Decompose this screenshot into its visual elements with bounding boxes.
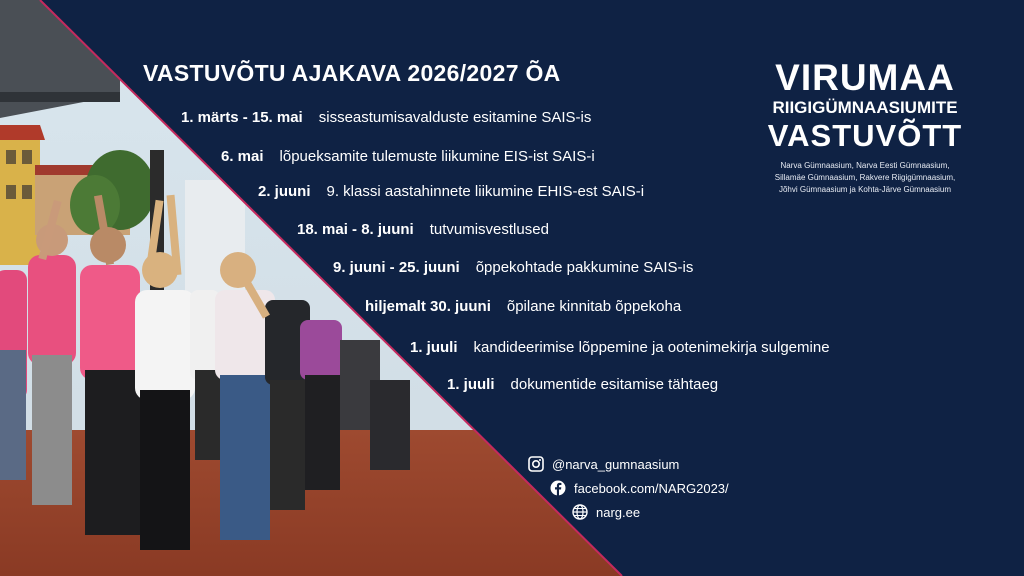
facebook-icon — [550, 480, 566, 496]
website-url: narg.ee — [596, 504, 641, 520]
schedule-date: 2. juuni — [258, 182, 311, 200]
schedule-description: kandideerimise lõppemine ja ootenimekirja sulgemine — [473, 338, 830, 356]
brand-line-1: VIRUMAA — [775, 57, 955, 98]
schedule-description: 9. klassi aastahinnete liikumine EHIS-est SAIS-i — [326, 182, 645, 200]
schedule-date: hiljemalt 30. juuni — [365, 297, 491, 315]
brand-block — [740, 58, 990, 196]
schedule-date: 1. juuli — [410, 338, 458, 356]
schedule-description: tutvumisvestlused — [429, 220, 549, 238]
schedule-row — [181, 105, 591, 129]
school-line: Jõhvi Gümnaasium ja Kohta-Järve Gümnaasium — [778, 185, 952, 194]
schedule-description: dokumentide esitamise tähtaeg — [510, 375, 719, 393]
schedule-date: 1. märts - 15. mai — [181, 108, 303, 126]
website-link[interactable] — [572, 503, 640, 521]
schedule-title: VASTUVÕTU AJAKAVA 2026/2027 ÕA — [143, 60, 561, 86]
brand-line-3: VASTUVÕTT — [767, 118, 963, 153]
schedule-date: 18. mai - 8. juuni — [297, 220, 414, 238]
instagram-icon — [528, 456, 544, 472]
schedule-date: 6. mai — [221, 147, 264, 165]
schedule-row — [365, 294, 681, 318]
facebook-url: facebook.com/NARG2023/ — [574, 480, 729, 496]
school-line: Narva Gümnaasium, Narva Eesti Gümnaasium, — [780, 161, 950, 170]
instagram-link[interactable] — [528, 455, 679, 473]
instagram-handle: @narva_gumnaasium — [552, 456, 680, 472]
brand-line-2: RIIGIGÜMNAASIUMITE — [772, 98, 958, 117]
school-list — [740, 160, 990, 196]
schedule-description: õppekohtade pakkumine SAIS-is — [475, 258, 694, 276]
schedule-description: sisseastumisavalduste esitamine SAIS-is — [318, 108, 592, 126]
schedule-row — [410, 335, 830, 359]
schedule-description: õpilane kinnitab õppekoha — [506, 297, 682, 315]
schedule-row — [258, 179, 644, 203]
school-line: Sillamäe Gümnaasium, Rakvere Riigigümnaasium, — [774, 173, 956, 182]
schedule-row — [447, 372, 718, 396]
schedule-row — [297, 217, 549, 241]
schedule-row — [333, 255, 693, 279]
schedule-date: 1. juuli — [447, 375, 495, 393]
schedule-row — [221, 144, 595, 168]
facebook-link[interactable] — [550, 479, 729, 497]
schedule-date: 9. juuni - 25. juuni — [333, 258, 460, 276]
globe-icon — [572, 504, 588, 520]
schedule-description: lõpueksamite tulemuste liikumine EIS-ist SAIS-i — [279, 147, 595, 165]
